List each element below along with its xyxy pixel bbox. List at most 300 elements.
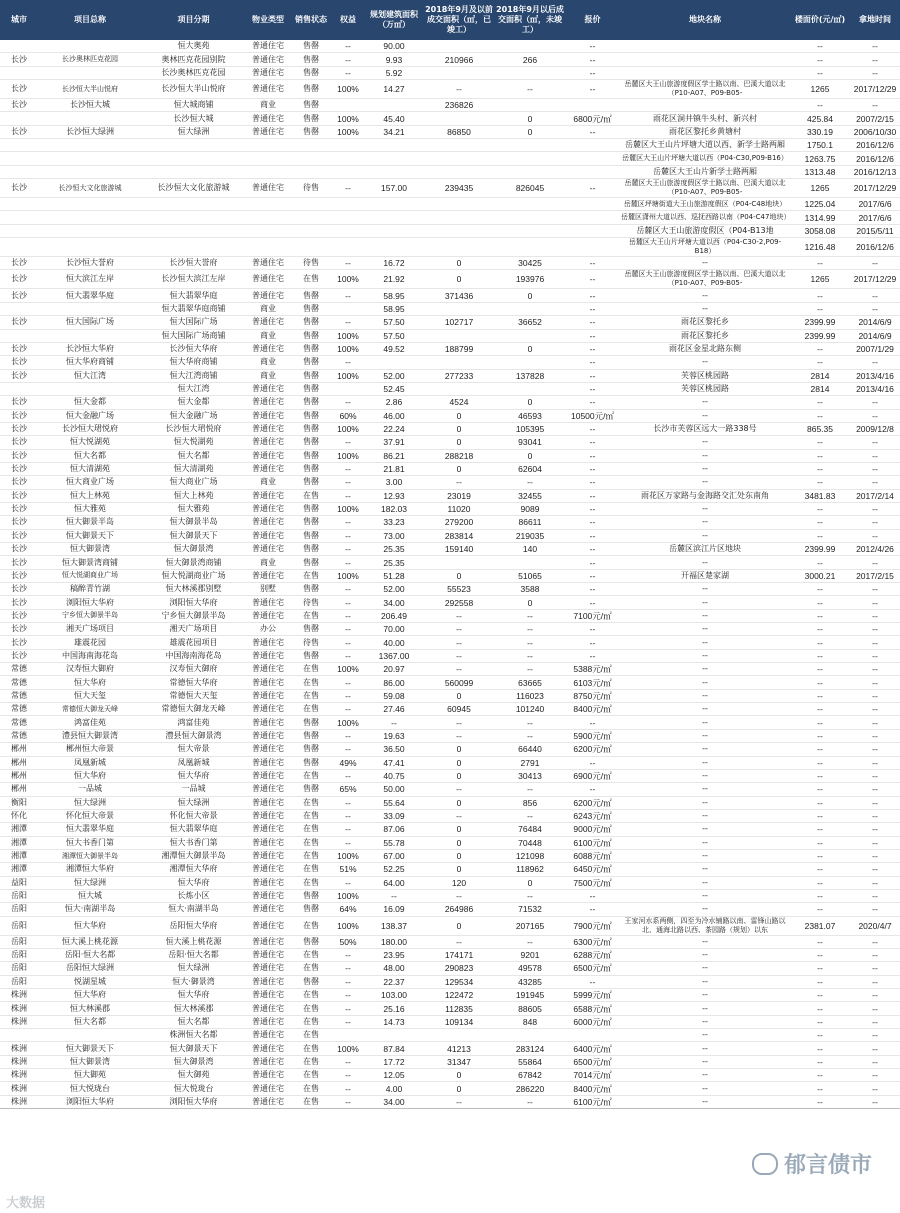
cell-project: 湘潭恒大御景半岛: [38, 849, 142, 862]
table-row: [0, 112, 900, 125]
cell-land-parcel: --: [620, 796, 790, 809]
cell-equity: --: [331, 556, 365, 569]
watermark-left-text: 大数据: [6, 1196, 46, 1211]
cell-planned-area: 2.86: [365, 396, 423, 409]
cell-project: 恒大华府: [38, 676, 142, 689]
cell-sale-status: 在售: [291, 836, 331, 849]
cell-land-parcel: 雨花区万家路与金海路交汇处东南角: [620, 489, 790, 502]
cell-sale-status: 售罄: [291, 369, 331, 382]
cell-equity: [331, 238, 365, 257]
cell-price: --: [565, 396, 620, 409]
cell-floor-price: --: [790, 529, 850, 542]
cell-phase: 长沙恒大半山悦府: [142, 80, 245, 99]
cell-land-parcel: 开福区楚家湖: [620, 569, 790, 582]
cell-acquired-date: --: [850, 1042, 900, 1055]
cell-equity: --: [331, 636, 365, 649]
cell-equity: --: [331, 689, 365, 702]
cell-floor-price: --: [790, 556, 850, 569]
cell-property-type: 普通住宅: [245, 863, 291, 876]
table-row: [0, 962, 900, 975]
cell-floor-price: 2381.07: [790, 916, 850, 935]
cell-project: 长沙奥林匹克花园: [38, 53, 142, 66]
cell-sale-status: 售罄: [291, 729, 331, 742]
cell-area-before: [423, 329, 495, 342]
cell-phase: 怀化恒大帝景: [142, 809, 245, 822]
table-row: [0, 569, 900, 582]
cell-land-parcel: 岳麓区坪塘街道大王山旅游度假区（P04-C48地块）: [620, 198, 790, 211]
cell-planned-area: 87.84: [365, 1042, 423, 1055]
cell-acquired-date: --: [850, 596, 900, 609]
table-row: [0, 270, 900, 289]
cell-area-after: --: [495, 783, 565, 796]
cell-property-type: 普通住宅: [245, 1055, 291, 1068]
cell-equity: --: [331, 396, 365, 409]
cell-area-after: 66440: [495, 743, 565, 756]
cell-equity: [331, 382, 365, 395]
cell-equity: --: [331, 1055, 365, 1068]
cell-planned-area: 34.00: [365, 596, 423, 609]
cell-acquired-date: --: [850, 743, 900, 756]
cell-equity: --: [331, 583, 365, 596]
cell-phase: 长沙恒大誉府: [142, 257, 245, 270]
cell-acquired-date: --: [850, 975, 900, 988]
cell-floor-price: --: [790, 99, 850, 112]
cell-phase: 澧县恒大御景湾: [142, 729, 245, 742]
cell-acquired-date: --: [850, 289, 900, 302]
table-row: [0, 476, 900, 489]
cell-project: [38, 198, 142, 211]
cell-acquired-date: --: [850, 769, 900, 782]
cell-area-after: 207165: [495, 916, 565, 935]
cell-equity: --: [331, 66, 365, 79]
cell-equity: 100%: [331, 1042, 365, 1055]
table-row: [0, 1015, 900, 1028]
header-project: 项目总称: [38, 0, 142, 40]
cell-city: 衡阳: [0, 796, 38, 809]
table-row: [0, 796, 900, 809]
cell-acquired-date: 2013/4/16: [850, 369, 900, 382]
cell-property-type: 普通住宅: [245, 756, 291, 769]
cell-land-parcel: --: [620, 529, 790, 542]
cell-city: 岳阳: [0, 903, 38, 916]
cell-city: 株洲: [0, 1002, 38, 1015]
cell-property-type: 普通住宅: [245, 1069, 291, 1082]
cell-area-before: 292558: [423, 596, 495, 609]
cell-property-type: [245, 165, 291, 178]
cell-property-type: 办公: [245, 623, 291, 636]
cell-city: 长沙: [0, 636, 38, 649]
cell-acquired-date: 2017/12/29: [850, 270, 900, 289]
cell-area-before: 0: [423, 916, 495, 935]
cell-area-before: 0: [423, 1069, 495, 1082]
cell-area-after: 101240: [495, 703, 565, 716]
cell-area-before: 0: [423, 409, 495, 422]
cell-equity: --: [331, 1095, 365, 1108]
cell-land-parcel: --: [620, 676, 790, 689]
cell-phase: 长沙奥林匹克花园: [142, 66, 245, 79]
cell-land-parcel: --: [620, 462, 790, 475]
cell-acquired-date: --: [850, 676, 900, 689]
cell-acquired-date: 2007/1/29: [850, 342, 900, 355]
cell-equity: --: [331, 316, 365, 329]
cell-phase: 恒大华府: [142, 769, 245, 782]
cell-land-parcel: 岳麓区滨江片区地块: [620, 543, 790, 556]
cell-equity: --: [331, 769, 365, 782]
cell-land-parcel: --: [620, 1015, 790, 1028]
cell-phase: [142, 238, 245, 257]
cell-area-after: [495, 40, 565, 53]
cell-floor-price: --: [790, 756, 850, 769]
table-row: [0, 769, 900, 782]
cell-property-type: 普通住宅: [245, 66, 291, 79]
cell-planned-area: 180.00: [365, 935, 423, 948]
cell-planned-area: 23.95: [365, 948, 423, 961]
cell-planned-area: 103.00: [365, 989, 423, 1002]
cell-planned-area: 57.50: [365, 329, 423, 342]
cell-acquired-date: --: [850, 836, 900, 849]
cell-acquired-date: --: [850, 863, 900, 876]
cell-phase: 恒大帝景: [142, 743, 245, 756]
cell-project: 郴州恒大帝景: [38, 743, 142, 756]
cell-acquired-date: --: [850, 583, 900, 596]
cell-land-parcel: --: [620, 502, 790, 515]
cell-project: [38, 238, 142, 257]
cell-planned-area: [365, 356, 423, 369]
cell-planned-area: [365, 238, 423, 257]
cell-phase: 恒大悦珑台: [142, 1082, 245, 1095]
cell-acquired-date: --: [850, 948, 900, 961]
cell-sale-status: 在售: [291, 1055, 331, 1068]
cell-city: 长沙: [0, 649, 38, 662]
cell-equity: 65%: [331, 783, 365, 796]
cell-area-before: [423, 139, 495, 152]
cell-floor-price: --: [790, 409, 850, 422]
cell-price: --: [565, 583, 620, 596]
cell-planned-area: 47.41: [365, 756, 423, 769]
cell-area-before: [423, 238, 495, 257]
cell-city: 长沙: [0, 449, 38, 462]
cell-phase: 恒大悦湖商业广场: [142, 569, 245, 582]
cell-sale-status: 在售: [291, 609, 331, 622]
cell-planned-area: 21.92: [365, 270, 423, 289]
cell-price: 6300元/㎡: [565, 935, 620, 948]
cell-project: 恒大滨江左岸: [38, 270, 142, 289]
cell-floor-price: --: [790, 876, 850, 889]
cell-planned-area: 12.05: [365, 1069, 423, 1082]
cell-equity: --: [331, 729, 365, 742]
cell-property-type: 商业: [245, 329, 291, 342]
cell-phase: 汉寿恒大御府: [142, 663, 245, 676]
cell-floor-price: --: [790, 449, 850, 462]
cell-acquired-date: --: [850, 1002, 900, 1015]
cell-planned-area: 19.63: [365, 729, 423, 742]
table-row: [0, 356, 900, 369]
cell-phase: 恒大名都: [142, 449, 245, 462]
cell-project: 恒大华府: [38, 769, 142, 782]
cell-property-type: 普通住宅: [245, 769, 291, 782]
cell-area-before: 31347: [423, 1055, 495, 1068]
cell-price: 5388元/㎡: [565, 663, 620, 676]
cell-sale-status: 售罄: [291, 436, 331, 449]
cell-acquired-date: 2014/6/9: [850, 316, 900, 329]
cell-area-after: 856: [495, 796, 565, 809]
cell-property-type: 普通住宅: [245, 1042, 291, 1055]
cell-sale-status: 待售: [291, 636, 331, 649]
cell-land-parcel: 岳麓区大王山片坪塘大道以西（P04-C30,P09-B16）: [620, 152, 790, 165]
cell-price: 6288元/㎡: [565, 948, 620, 961]
cell-equity: --: [331, 289, 365, 302]
cell-sale-status: [291, 139, 331, 152]
cell-project: 恒大名都: [38, 1015, 142, 1028]
cell-project: 恒大清湖苑: [38, 462, 142, 475]
cell-floor-price: --: [790, 1015, 850, 1028]
cell-area-before: 60945: [423, 703, 495, 716]
cell-property-type: 普通住宅: [245, 935, 291, 948]
cell-price: --: [565, 382, 620, 395]
cell-price: 6103元/㎡: [565, 676, 620, 689]
cell-land-parcel: --: [620, 703, 790, 716]
cell-equity: --: [331, 962, 365, 975]
cell-land-parcel: 岳麓区大王山旅游度假区学士路以南、巴溪大道以北（P10-A07、P09-B05-: [620, 179, 790, 198]
cell-planned-area: [365, 198, 423, 211]
cell-area-before: [423, 1029, 495, 1042]
cell-project: 恒大华府商铺: [38, 356, 142, 369]
cell-city: [0, 66, 38, 79]
cell-land-parcel: --: [620, 689, 790, 702]
cell-acquired-date: --: [850, 623, 900, 636]
header-land-parcel: 地块名称: [620, 0, 790, 40]
cell-city: [0, 224, 38, 237]
cell-phase: 恒大绿洲: [142, 962, 245, 975]
cell-area-before: 11020: [423, 502, 495, 515]
cell-planned-area: 59.08: [365, 689, 423, 702]
cell-area-after: --: [495, 729, 565, 742]
cell-city: 株洲: [0, 1042, 38, 1055]
cell-property-type: 普通住宅: [245, 783, 291, 796]
cell-project: 恒大林溪郡: [38, 1002, 142, 1015]
table-row: [0, 889, 900, 902]
cell-sale-status: 售罄: [291, 623, 331, 636]
cell-phase: 恒大绿洲: [142, 125, 245, 138]
cell-floor-price: 3000.21: [790, 569, 850, 582]
cell-project: [38, 165, 142, 178]
cell-equity: [331, 152, 365, 165]
cell-project: 恒大悦湖商业广场: [38, 569, 142, 582]
cell-area-after: --: [495, 649, 565, 662]
cell-price: --: [565, 529, 620, 542]
cell-area-after: --: [495, 80, 565, 99]
cell-phase: 恒大奥苑: [142, 40, 245, 53]
cell-property-type: 普通住宅: [245, 876, 291, 889]
cell-planned-area: [365, 224, 423, 237]
cell-property-type: 普通住宅: [245, 636, 291, 649]
cell-city: 长沙: [0, 529, 38, 542]
cell-equity: 100%: [331, 889, 365, 902]
cell-area-before: 0: [423, 257, 495, 270]
table-row: [0, 369, 900, 382]
cell-land-parcel: --: [620, 623, 790, 636]
cell-sale-status: 在售: [291, 1082, 331, 1095]
cell-area-after: 9201: [495, 948, 565, 961]
cell-price: 6100元/㎡: [565, 836, 620, 849]
cell-property-type: 普通住宅: [245, 689, 291, 702]
cell-city: 长沙: [0, 596, 38, 609]
cell-floor-price: --: [790, 783, 850, 796]
cell-project: 恒大江湾: [38, 369, 142, 382]
cell-area-before: --: [423, 609, 495, 622]
cell-project: [38, 1029, 142, 1042]
cell-phase: 恒大溪上桃花源: [142, 935, 245, 948]
cell-floor-price: --: [790, 796, 850, 809]
cell-floor-price: --: [790, 1042, 850, 1055]
cell-area-after: 70448: [495, 836, 565, 849]
cell-phase: 恒大林溪郡别墅: [142, 583, 245, 596]
cell-area-after: 36652: [495, 316, 565, 329]
cell-floor-price: --: [790, 257, 850, 270]
cell-floor-price: --: [790, 863, 850, 876]
cell-equity: --: [331, 703, 365, 716]
cell-land-parcel: --: [620, 516, 790, 529]
cell-sale-status: 售罄: [291, 316, 331, 329]
cell-area-before: 0: [423, 569, 495, 582]
cell-phase: 恒大翡翠华庭商铺: [142, 302, 245, 315]
cell-price: 6000元/㎡: [565, 1015, 620, 1028]
cell-sale-status: 售罄: [291, 975, 331, 988]
cell-planned-area: 17.72: [365, 1055, 423, 1068]
cell-floor-price: 2399.99: [790, 316, 850, 329]
cell-land-parcel: --: [620, 257, 790, 270]
cell-property-type: 普通住宅: [245, 743, 291, 756]
cell-acquired-date: 2016/12/6: [850, 238, 900, 257]
cell-area-before: --: [423, 663, 495, 676]
cell-sale-status: [291, 211, 331, 224]
cell-price: [565, 224, 620, 237]
cell-acquired-date: --: [850, 66, 900, 79]
cell-city: 湘潭: [0, 849, 38, 862]
cell-equity: [331, 198, 365, 211]
cell-area-before: 279200: [423, 516, 495, 529]
cell-floor-price: --: [790, 462, 850, 475]
cell-acquired-date: --: [850, 903, 900, 916]
cell-floor-price: 1314.99: [790, 211, 850, 224]
cell-property-type: 普通住宅: [245, 80, 291, 99]
cell-area-after: [495, 556, 565, 569]
cell-land-parcel: --: [620, 1029, 790, 1042]
cell-equity: --: [331, 743, 365, 756]
table-row: [0, 238, 900, 257]
cell-land-parcel: 芙蓉区桃园路: [620, 369, 790, 382]
cell-property-type: 普通住宅: [245, 396, 291, 409]
cell-project: 恒大悦珑台: [38, 1082, 142, 1095]
cell-price: 7100元/㎡: [565, 609, 620, 622]
cell-area-before: 0: [423, 422, 495, 435]
cell-land-parcel: --: [620, 1055, 790, 1068]
cell-phase: 雄震花园项目: [142, 636, 245, 649]
cell-price: [565, 152, 620, 165]
cell-acquired-date: 2016/12/6: [850, 139, 900, 152]
cell-acquired-date: --: [850, 356, 900, 369]
table-row: [0, 165, 900, 178]
cell-planned-area: 14.27: [365, 80, 423, 99]
cell-planned-area: 5.92: [365, 66, 423, 79]
cell-project: 中国海南海花岛: [38, 649, 142, 662]
header-price: 报价: [565, 0, 620, 40]
cell-property-type: 普通住宅: [245, 316, 291, 329]
cell-planned-area: 86.21: [365, 449, 423, 462]
cell-price: --: [565, 66, 620, 79]
cell-floor-price: --: [790, 663, 850, 676]
cell-phase: 鸿富佳苑: [142, 716, 245, 729]
cell-property-type: 普通住宅: [245, 436, 291, 449]
cell-price: --: [565, 40, 620, 53]
cell-price: 6450元/㎡: [565, 863, 620, 876]
cell-sale-status: 售罄: [291, 112, 331, 125]
cell-sale-status: 售罄: [291, 516, 331, 529]
cell-equity: --: [331, 809, 365, 822]
cell-area-after: 191945: [495, 989, 565, 1002]
cell-planned-area: [365, 165, 423, 178]
table-row: [0, 743, 900, 756]
cell-area-before: 264986: [423, 903, 495, 916]
cell-area-before: 371436: [423, 289, 495, 302]
cell-area-after: 0: [495, 289, 565, 302]
cell-area-after: --: [495, 935, 565, 948]
cell-equity: 100%: [331, 125, 365, 138]
cell-area-after: [495, 224, 565, 237]
cell-planned-area: 16.72: [365, 257, 423, 270]
cell-project: 长沙恒大半山悦府: [38, 80, 142, 99]
cell-project: [38, 152, 142, 165]
table-row: [0, 40, 900, 53]
cell-project: 恒大翡翠华庭: [38, 289, 142, 302]
cell-equity: [331, 302, 365, 315]
cell-acquired-date: --: [850, 462, 900, 475]
table-row: [0, 179, 900, 198]
cell-phase: 恒大御苑: [142, 1069, 245, 1082]
cell-area-before: 120: [423, 876, 495, 889]
cell-land-parcel: --: [620, 583, 790, 596]
cell-price: 9000元/㎡: [565, 823, 620, 836]
table-row: [0, 489, 900, 502]
cell-sale-status: 在售: [291, 823, 331, 836]
cell-phase: 恒大林溪郡: [142, 1002, 245, 1015]
cell-area-before: 236826: [423, 99, 495, 112]
table-row: [0, 583, 900, 596]
cell-equity: [331, 211, 365, 224]
cell-equity: --: [331, 876, 365, 889]
cell-price: 6900元/㎡: [565, 769, 620, 782]
cell-acquired-date: --: [850, 556, 900, 569]
cell-area-after: 76484: [495, 823, 565, 836]
cell-equity: 100%: [331, 569, 365, 582]
cell-land-parcel: --: [620, 783, 790, 796]
cell-planned-area: 52.45: [365, 382, 423, 395]
cell-acquired-date: --: [850, 729, 900, 742]
table-row: [0, 636, 900, 649]
table-row: [0, 80, 900, 99]
cell-property-type: 普通住宅: [245, 1015, 291, 1028]
cell-price: [565, 139, 620, 152]
cell-city: 长沙: [0, 543, 38, 556]
cell-equity: --: [331, 823, 365, 836]
table-row: [0, 836, 900, 849]
header-planned-area: 规划建筑面积（万㎡）: [365, 0, 423, 40]
cell-project: 鸿富佳苑: [38, 716, 142, 729]
cell-planned-area: 14.73: [365, 1015, 423, 1028]
cell-sale-status: 售罄: [291, 356, 331, 369]
cell-property-type: 普通住宅: [245, 916, 291, 935]
cell-property-type: 普通住宅: [245, 903, 291, 916]
